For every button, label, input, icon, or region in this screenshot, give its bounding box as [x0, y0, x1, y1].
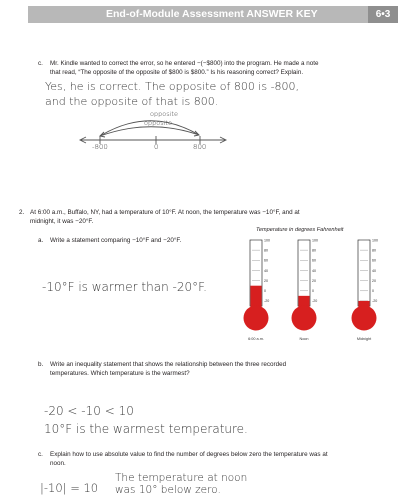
arc-label-bottom: opposite [144, 119, 172, 127]
tick-label-left: -800 [92, 143, 108, 151]
q2a-prompt: Write a statement comparing −10°F and −20°F. [50, 237, 182, 244]
scale-label: -20 [372, 299, 378, 304]
header-bar [28, 6, 398, 23]
scale-label: 100 [372, 238, 378, 243]
scale-label: 20 [264, 278, 268, 283]
scale-label: 100 [264, 238, 270, 243]
scale-label: 0 [312, 289, 314, 294]
q2b-line2: temperatures. Which temperature is the warmest? [50, 370, 190, 377]
thermometer-caption: Noon [299, 337, 309, 341]
q2-number: 2. [19, 209, 25, 216]
thermo-title: Temperature in degrees Fahrenheit [256, 227, 344, 233]
scale-label: 20 [312, 278, 316, 283]
q1c-line1: Mr. Kindle wanted to correct the error, so he entered −(−$800) into the program. He made a note [50, 60, 319, 67]
scale-label: 60 [312, 258, 316, 263]
q2b-answer-line2: 10°F is the warmest temperature. [44, 422, 248, 436]
scale-label: 60 [372, 258, 376, 263]
scale-label: 40 [312, 268, 316, 273]
q1c-answer-line2: and the opposite of that is 800. [45, 95, 219, 108]
q2b-line1: Write an inequality statement that shows the relationship between the three recorded [50, 361, 287, 368]
q1c-answer-line1: Yes, he is correct. The opposite of 800 is -800, [45, 80, 300, 93]
thermometer-caption: 6:00 a.m. [248, 337, 264, 341]
thermometer-caption: Midnight [356, 337, 372, 341]
header-title: End-of-Module Assessment ANSWER KEY [106, 8, 318, 20]
scale-label: 40 [372, 268, 376, 273]
q2b-label: b. [38, 361, 44, 368]
q2-line1: At 6:00 a.m., Buffalo, NY, had a temperature of 10°F. At noon, the temperature was −10°F, and at [30, 209, 300, 216]
thermometer-chart [236, 236, 406, 356]
q2c-line2: noon. [50, 460, 66, 467]
scale-label: -20 [312, 299, 318, 304]
grade-badge: 6•3 [368, 6, 398, 23]
q2c-answer-line1: The temperature at noon [115, 472, 248, 484]
q2c-label: c. [38, 451, 43, 458]
thermometer-bulb [292, 306, 317, 331]
arc-label-top: opposite [150, 110, 178, 118]
tick-label-mid: 0 [154, 143, 159, 151]
q2b-answer-line1: -20 < -10 < 10 [44, 404, 134, 418]
scale-label: 0 [372, 289, 374, 294]
q2c-answer-line2: was 10° below zero. [115, 484, 221, 496]
q2c-line1: Explain how to use absolute value to find the number of degrees below zero the temperature was at [50, 451, 328, 458]
scale-label: 60 [264, 258, 268, 263]
q2c-answer-math: |-10| = 10 [40, 481, 99, 495]
q1c-label: c. [38, 60, 43, 67]
q2a-answer: -10°F is warmer than -20°F. [42, 280, 207, 294]
scale-label: 0 [264, 289, 266, 294]
scale-label: 40 [264, 268, 268, 273]
scale-label: 80 [372, 248, 376, 253]
q1c-line2: that read, “The opposite of the opposite of $800 is $800.” Is his reasoning correct? Explain. [50, 69, 304, 76]
q2-line2: midnight, it was −20°F. [30, 218, 94, 225]
scale-label: 20 [372, 278, 376, 283]
thermometer-tube [358, 240, 370, 306]
thermometer-bulb [352, 306, 377, 331]
thermometer-bulb [244, 306, 269, 331]
scale-label: 80 [312, 248, 316, 253]
scale-label: 100 [312, 238, 318, 243]
q2a-label: a. [38, 237, 44, 244]
scale-label: -20 [264, 299, 270, 304]
scale-label: 80 [264, 248, 268, 253]
tick-label-right: 800 [193, 143, 207, 151]
